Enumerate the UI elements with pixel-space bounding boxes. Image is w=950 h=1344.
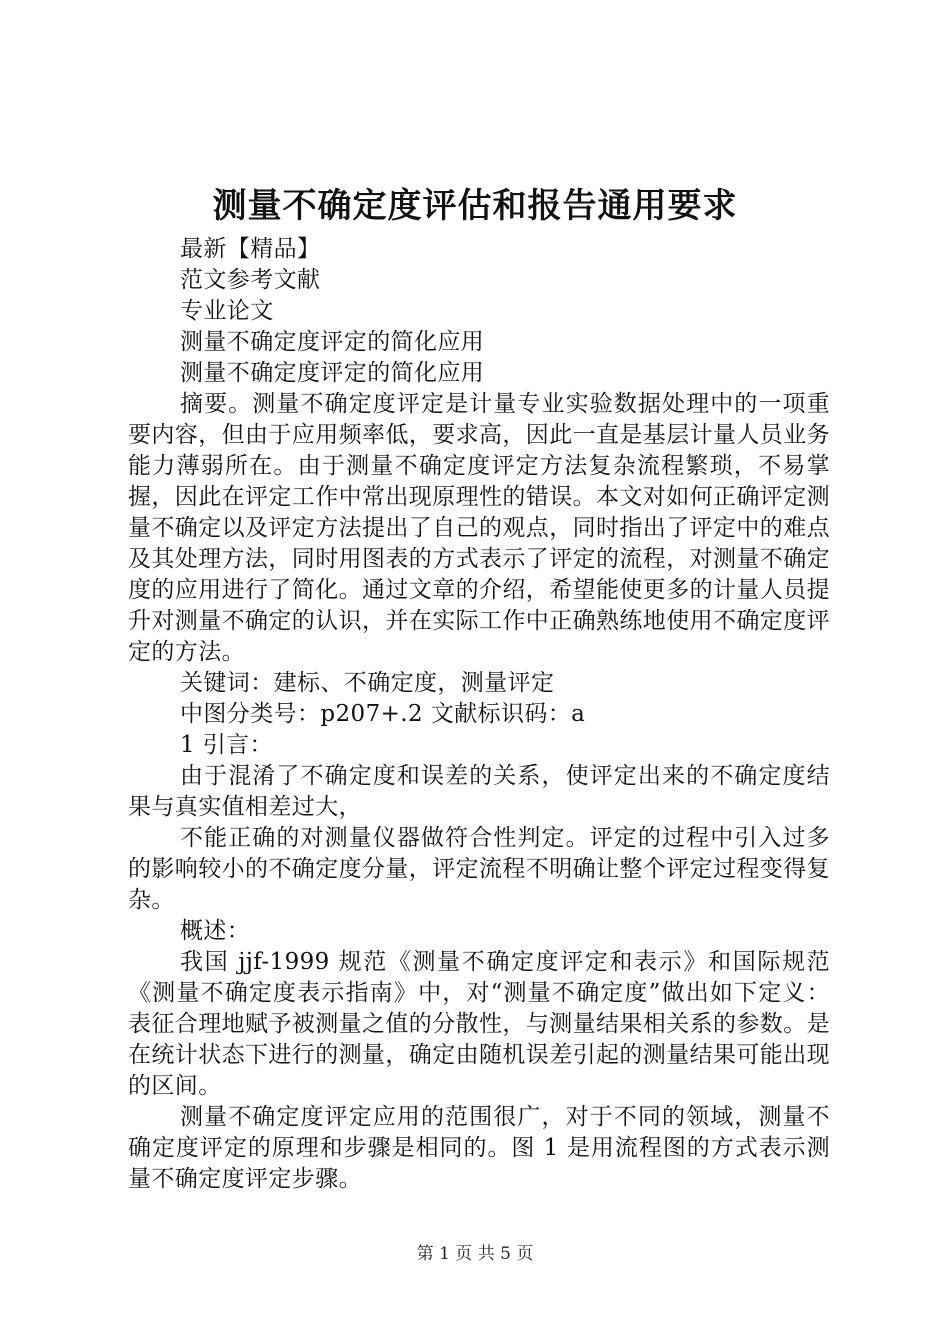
document-body — [128, 234, 830, 1195]
paragraph-abstract: 摘要。测量不确定度评定是计量专业实验数据处理中的一项重要内容，但由于应用频率低，要求高，因此一直是基层计量人员业务能力薄弱所在。由于测量不确定度评定方法复杂流程繁琐，不易掌握，因此在评定工作中常出现原理性的错误。本文对如何正确评定测量不确定以及评定方法提出了自己的观点，同时指出了评定中的难点及其处理方法，同时用图表的方式表示了评定的流程，对测量不确定度的应用进行了简化。通过文章的介绍，希望能使更多的计量人员提升对测量不确定的认识，并在实际工作中正确熟练地使用不确定度评定的方法。 — [128, 391, 830, 665]
paragraph-intro-1: 由于混淆了不确定度和误差的关系，使评定出来的不确定度结果与真实值相差过大， — [128, 763, 830, 820]
paragraph-subtitle-repeat: 测量不确定度评定的简化应用 — [180, 360, 485, 386]
paragraph-overview-1: 我国 jjf-1999 规范《测量不确定度评定和表示》和国际规范《测量不确定度表示指南》中，对“测量不确定度”做出如下定义：表征合理地赋予被测量之值的分散性，与测量结果相关系的参数。是在统计状态下进行的测量，确定由随机误差引起的测量结果可能出现的区间。 — [128, 949, 830, 1099]
paragraph-tag-paper: 专业论文 — [180, 298, 274, 324]
document-title: 测量不确定度评估和报告通用要求 — [212, 186, 738, 226]
paragraph-subtitle: 测量不确定度评定的简化应用 — [180, 329, 485, 355]
paragraph-overview-heading: 概述： — [180, 918, 251, 944]
paragraph-keywords: 关键词：建标、不确定度，测量评定 — [180, 670, 555, 696]
page-footer: 第 1 页 共 5 页 — [416, 1244, 534, 1264]
paragraph-tag-reference: 范文参考文献 — [180, 267, 321, 293]
paragraph-overview-2: 测量不确定度评定应用的范围很广，对于不同的领域，测量不确定度评定的原理和步骤是相同的。图 1 是用流程图的方式表示测量不确定度评定步骤。 — [128, 1104, 830, 1192]
paragraph-tag-latest: 最新【精品】 — [180, 236, 321, 262]
paragraph-intro-heading: 1 引言： — [180, 732, 273, 758]
paragraph-intro-2: 不能正确的对测量仪器做符合性判定。评定的过程中引入过多的影响较小的不确定度分量，评定流程不明确让整个评定过程变得复杂。 — [128, 825, 830, 913]
paragraph-classification: 中图分类号：p207+.2 文献标识码：a — [180, 701, 586, 727]
